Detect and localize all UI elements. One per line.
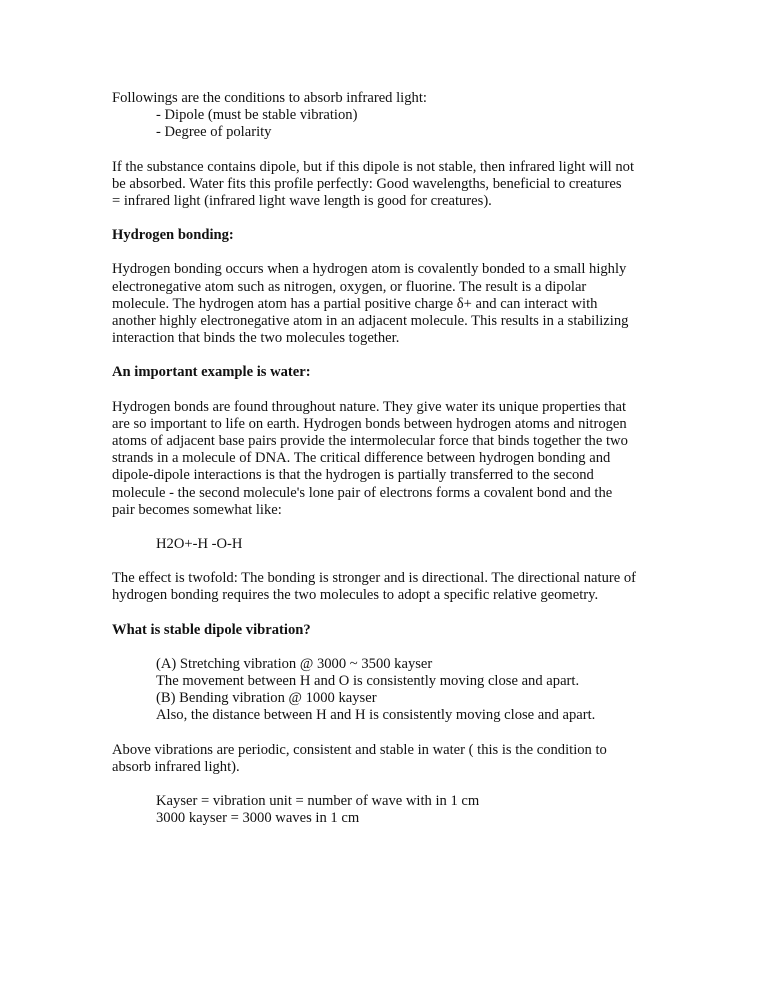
condition-dipole: - Dipole (must be stable vibration) [156,107,358,124]
text-line: interaction that binds the two molecules together. [112,330,400,347]
text-line: are so important to life on earth. Hydrogen bonds between hydrogen atoms and nitrogen [112,415,627,432]
water-example-paragraph [112,399,672,519]
text-line: Hydrogen bonds are found throughout nature. They give water its unique properties that [112,398,627,415]
text-line: If the substance contains dipole, but if this dipole is not stable, then infrared light will not [112,158,635,175]
kayser-unit: Kayser = vibration unit = number of wave with in 1 cm [156,793,480,810]
condition-polarity: - Degree of polarity [156,124,272,141]
bending-vibration: (B) Bending vibration @ 1000 kayser [156,690,377,707]
kayser-example: 3000 kayser = 3000 waves in 1 cm [156,810,360,827]
text-line: electronegative atom such as nitrogen, oxygen, or fluorine. The result is a dipolar [112,278,587,295]
text-line: pair becomes somewhat like: [112,501,282,518]
intro-lead: Followings are the conditions to absorb infrared light: [112,90,427,106]
text-line: absorb infrared light). [112,758,240,775]
stretching-description: The movement between H and O is consistently moving close and apart. [156,673,580,690]
text-line: molecule. The hydrogen atom has a partial positive charge δ+ and can interact with [112,295,598,312]
text-line: Above vibrations are periodic, consistent and stable in water ( this is the condition to [112,741,607,758]
text-line: strands in a molecule of DNA. The critical difference between hydrogen bonding and [112,450,611,467]
hydrogen-bonding-paragraph [112,261,672,347]
text-line: Hydrogen bonding occurs when a hydrogen atom is covalently bonded to a small highly [112,261,627,278]
text-line: hydrogen bonding requires the two molecules to adopt a specific relative geometry. [112,587,599,604]
text-line: dipole-dipole interactions is that the hydrogen is partially transferred to the second [112,467,594,484]
bending-description: Also, the distance between H and H is consistently moving close and apart. [156,707,596,724]
text-line: another highly electronegative atom in an adjacent molecule. This results in a stabilizing [112,313,629,330]
periodic-paragraph [112,742,672,776]
water-example-heading: An important example is water: [112,364,311,381]
effect-paragraph [112,570,672,604]
dipole-paragraph [112,159,672,211]
text-line: molecule - the second molecule's lone pair of electrons forms a covalent bond and the [112,484,613,501]
vibration-list [112,656,672,725]
stable-dipole-heading: What is stable dipole vibration? [112,621,311,638]
intro-paragraph [112,90,672,142]
hydrogen-bonding-heading: Hydrogen bonding: [112,227,234,244]
text-line: be absorbed. Water fits this profile perfectly: Good wavelengths, beneficial to creatures [112,175,622,192]
text-line: The effect is twofold: The bonding is stronger and is directional. The directional nature of [112,570,637,587]
hydrogen-bond-formula: H2O+-H -O-H [156,536,243,553]
text-line: = infrared light (infrared light wave length is good for creatures). [112,193,492,210]
text-line: atoms of adjacent base pairs provide the intermolecular force that binds together the two [112,433,628,450]
stretching-vibration: (A) Stretching vibration @ 3000 ~ 3500 kayser [156,655,433,672]
kayser-definition [112,793,672,827]
document-page [112,90,672,828]
